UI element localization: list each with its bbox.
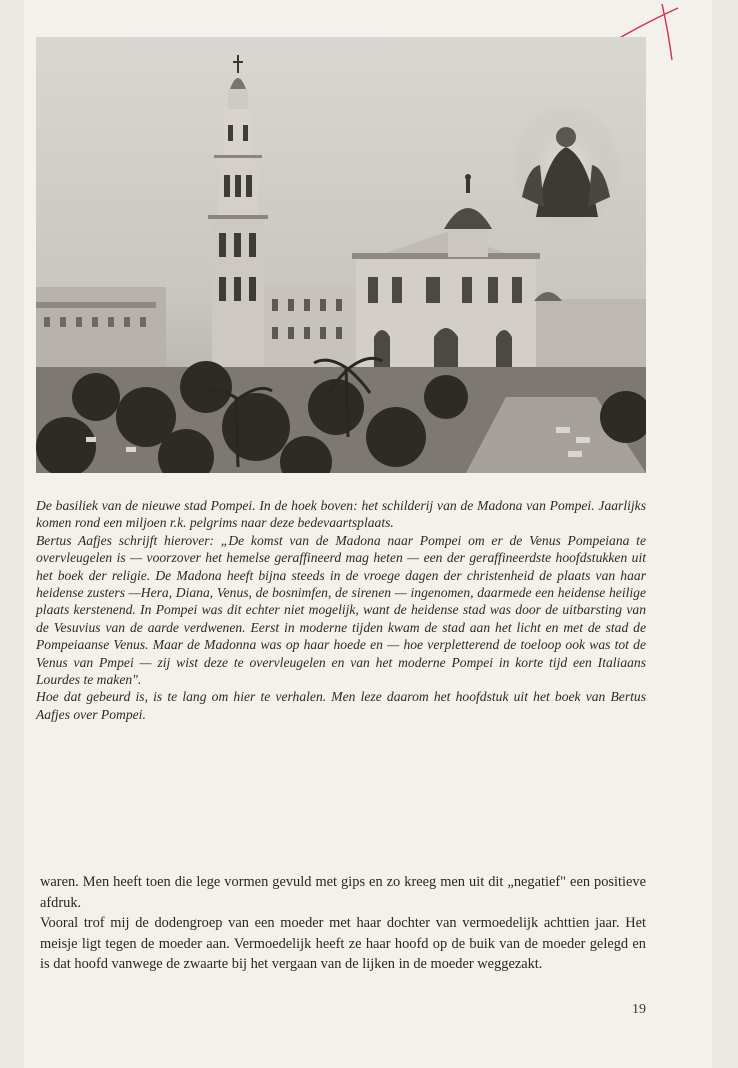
photo-caption [36, 497, 646, 723]
caption-paragraph-1: De basiliek van de nieuwe stad Pompei. In de hoek boven: het schilderij van de Madona van Pompei. Jaarlijks komen rond een miljoen r.k. pelgrims naar deze bedevaartsplaats. [36, 498, 646, 531]
body-text [40, 872, 646, 975]
body-paragraph-2: Vooral trof mij de dodengroep van een moeder met haar dochter van vermoedelijk achttien jaar. Het meisje ligt tegen de moeder aan. Vermoedelijk heeft ze haar hoofd op de buik van de moeder gelegd en is dat hoofd vanwege de zwaarte bij het vergaan van de lijken in de moeder weggezakt. [40, 915, 646, 973]
caption-paragraph-2: Bertus Aafjes schrijft hierover: „De komst van de Madona naar Pompei om er de Venus Pompeiana te overvleugelen is — voorzover het hemelse geraffineerd mag heten — een der geraffineerdste hoofdstukken uit het boek der religie. De Madona heeft bijna steeds in de vroege dagen der christenheid de plaats van haar heidense zusters —Hera, Diana, Venus, de bosnimfen, de sirenen — ingenomen, daarmede een heidense heilige plaats kerstenend. In Pompei was dit echter niet mogelijk, want de heidense stad was door de uitbarsting van de Vesuvius van de aarde verdwenen. Eerst in moderne tijden kwam de stad aan het licht en met de stad de Pompeiaanse Venus. Maar de Madonna was op haar hoede en — hoe verpletterend de toeloop ook was tot de Venus van Pmpei — zij wist deze te overvleugelen en van het moderne Pompei in korte tijd een Italiaans Lourdes te maken". [36, 532, 646, 688]
body-paragraph-1: waren. Men heeft toen die lege vormen gevuld met gips en zo kreeg men uit dit „negatief" een positieve afdruk. [40, 874, 646, 911]
caption-paragraph-3: Hoe dat gebeurd is, is te lang om hier te verhalen. Men leze daarom het hoofdstuk uit het boek van Bertus Aafjes over Pompei. [36, 689, 646, 722]
page-number: 19 [632, 1002, 646, 1017]
basilica-illustration [36, 37, 646, 473]
basilica-photo [36, 37, 646, 473]
